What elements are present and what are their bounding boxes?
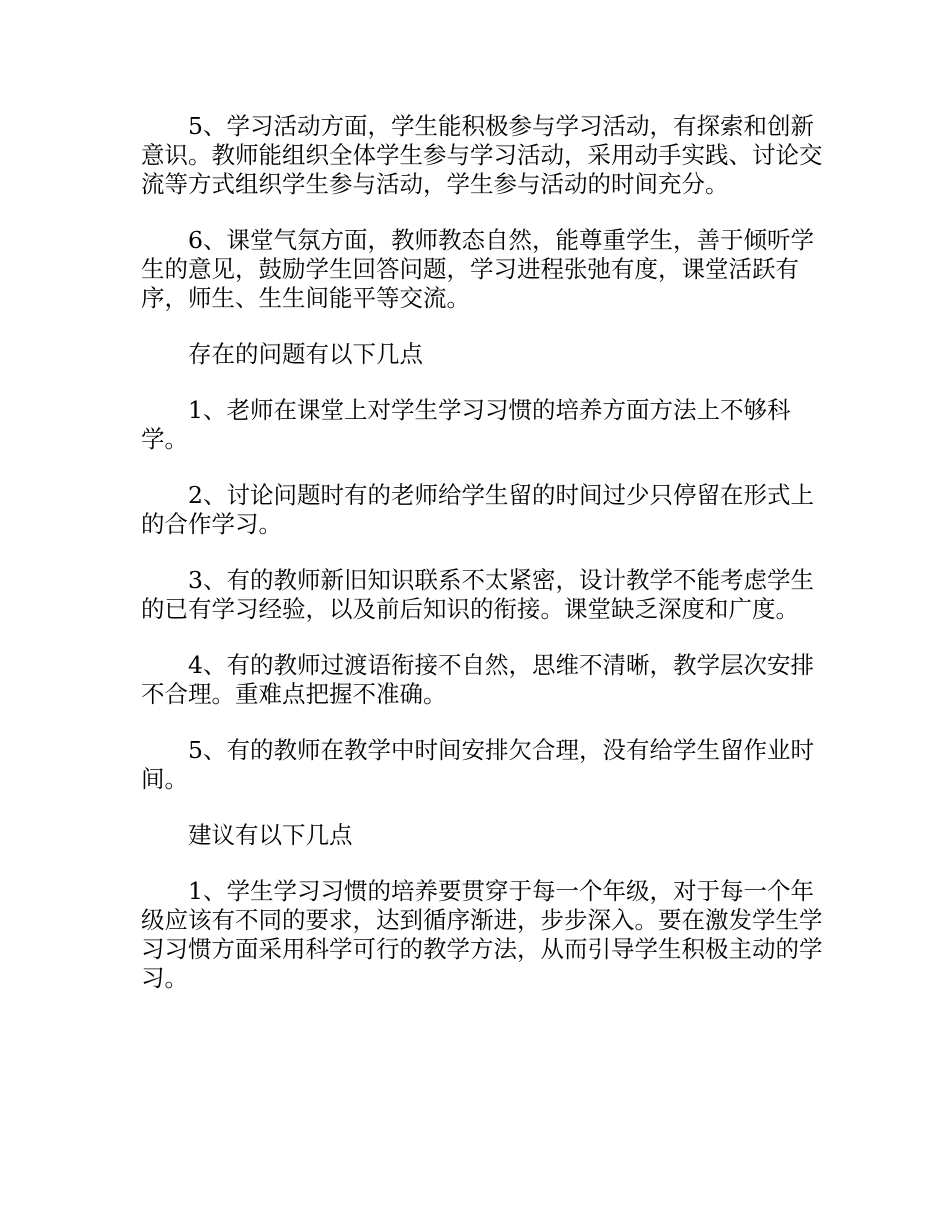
section-heading-suggestions: 建议有以下几点: [188, 821, 353, 849]
problem-item-2: 2、讨论问题时有的老师给学生留的时间过少只停留在形式上的合作学习。: [141, 481, 814, 538]
paragraph-atmosphere: 6、课堂气氛方面，教师教态自然，能尊重学生，善于倾听学生的意见，鼓励学生回答问题，学习进程张弛有度，课堂活跃有序，师生、生生间能平等交流。: [141, 226, 814, 312]
problem-item-3: 3、有的教师新旧知识联系不太紧密，设计教学不能考虑学生的已有学习经验，以及前后知识的衔接。课堂缺乏深度和广度。: [141, 566, 814, 623]
document-body: [141, 112, 831, 1020]
problem-item-1: 1、老师在课堂上对学生学习习惯的培养方面方法上不够科学。: [141, 396, 791, 453]
suggestion-item-1: 1、学生学习习惯的培养要贯穿于每一个年级，对于每一个年级应该有不同的要求，达到循序渐进，步步深入。要在激发学生学习习惯方面采用科学可行的教学方法，从而引导学生积极主动的学习。: [141, 877, 823, 992]
problem-item-4: 4、有的教师过渡语衔接不自然，思维不清晰，教学层次安排不合理。重难点把握不准确。: [141, 651, 814, 708]
problem-item-5: 5、有的教师在教学中时间安排欠合理，没有给学生留作业时间。: [141, 736, 814, 793]
paragraph-activity: 5、学习活动方面，学生能积极参与学习活动，有探索和创新意识。教师能组织全体学生参与学习活动，采用动手实践、讨论交流等方式组织学生参与活动，学生参与活动的时间充分。: [141, 112, 823, 198]
section-heading-problems: 存在的问题有以下几点: [188, 340, 423, 368]
